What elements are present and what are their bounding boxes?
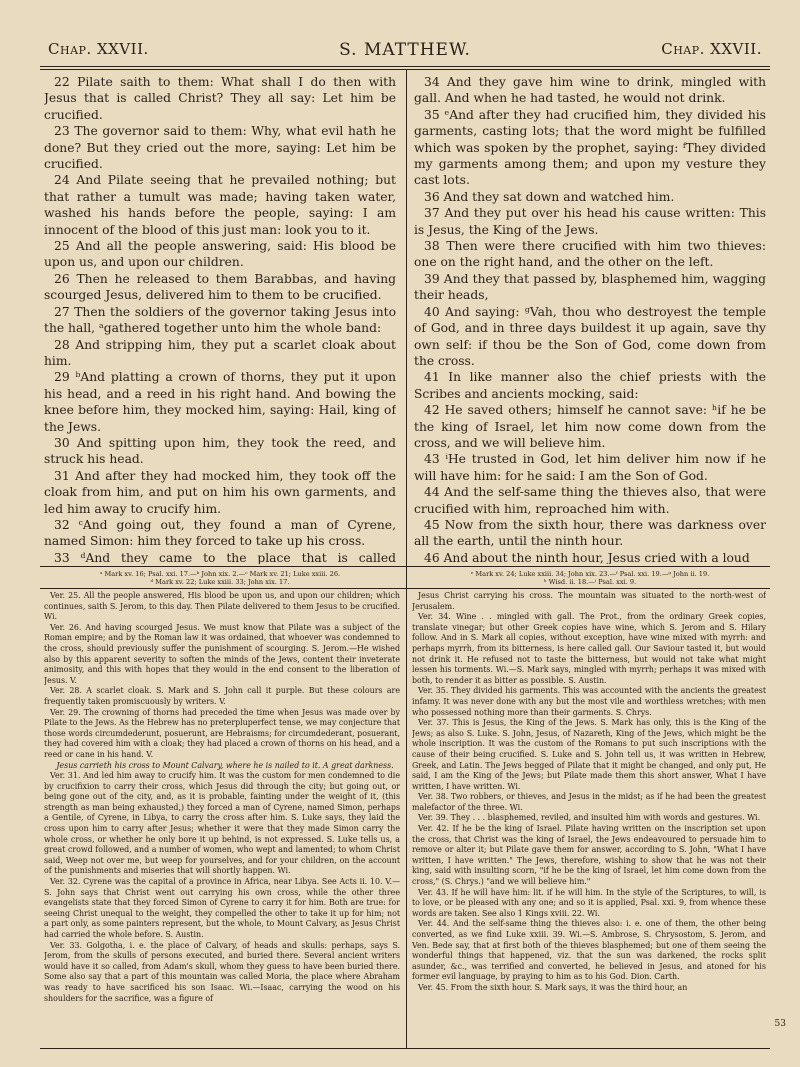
verse-refs-rule bbox=[40, 566, 770, 567]
cross-reference-line: ʰ Wisd. ii. 18.—ⁱ Psal. xxi. 9. bbox=[543, 578, 637, 587]
verse: 43 ⁱHe trusted in God, let him deliver him now if he will have him: for he said: I am the Son of God. bbox=[414, 452, 766, 483]
bible-page bbox=[40, 18, 770, 1050]
right-verse-column bbox=[414, 74, 766, 564]
commentary-note: Ver. 35. They divided his garments. This was accounted with the ancients the greatest infamy. It was never done with any but the most vile and worthless wretches; with men who possessed nothing more than their garments. S. Chrys. bbox=[412, 686, 766, 717]
cross-references-left bbox=[44, 570, 396, 587]
verse: 44 And the self-same thing the thieves also, that were crucified with him, reproached him with. bbox=[414, 485, 766, 516]
chapter-label-left: Chap. XXVII. bbox=[48, 40, 149, 58]
commentary-note: Ver. 28. A scarlet cloak. S. Mark and S. John call it purple. But these colours are frequently taken promiscuously by writers. V. bbox=[44, 686, 400, 706]
commentary-note: Ver. 45. From the sixth hour. S. Mark says, it was the third hour, an bbox=[418, 982, 688, 992]
commentary-note: Ver. 43. If he will have him: lit. if he will him. In the style of the Scriptures, to will, is to love, or be pleased with any one; and so it is applied, Psal. xxi. 9, from whence these words are taken. See also 1 Kings xviii. 22. Wi. bbox=[412, 887, 766, 918]
verse: 27 Then the soldiers of the governor taking Jesus into the hall, ᵃgathered together unto him the whole band: bbox=[44, 304, 396, 336]
header-rule bbox=[40, 66, 770, 67]
verse: 22 Pilate saith to them: What shall I do then with Jesus that is called Christ? They all say: Let him be crucified. bbox=[44, 75, 396, 122]
commentary-note: Ver. 42. If he be the king of Israel. Pilate having written on the inscription set upon the cross, that Christ was the king of Israel, the Jews endeavoured to persuade him to remove or alter it; but Pilate gave them for answer, according to S. John, "What I have written, I have written." The Jews, therefore, wishing to show that he was not their king, said with insulting scorn, "if he be the king of Israel, let him come down from the cross," (S. Chrys.) "and we will believe him." bbox=[412, 824, 766, 887]
commentary-note: Ver. 44. And the self-same thing the thieves also: i. e. one of them, the other being converted, as we find Luke xxiii. 39. Wi.—S. Ambrose, S. Chrysostom, S. Jerom, and Ven. Bede say, that at first both of the thieves blasphemed; but one of them seeing the wonderful things that happened, viz. that the sun was darkened, the rocks split asunder, &c., was terrified and converted, he believed in Jesus, and atoned for his former evil language, by praying to him as to his God. Dion. Carth. bbox=[412, 919, 766, 982]
verse: 23 The governor said to them: Why, what evil hath he done? But they cried out the more, saying: Let him be crucified. bbox=[44, 124, 396, 172]
chapter-label-right: Chap. XXVII. bbox=[661, 40, 762, 58]
verse: 31 And after they had mocked him, they took off the cloak from him, and put on him his own garments, and led him away to crucify him. bbox=[44, 468, 396, 516]
commentary-divider bbox=[406, 588, 407, 1048]
commentary-note: Ver. 29. The crowning of thorns had preceded the time when Jesus was made over by Pilate to the Jews. As the Hebrew has no preterpluperfect tense, we may conjecture that those words circumdederunt, posuerunt, are Hebraisms; for circumdederant, posuerant, they had covered him with a cloak; they had placed a crown of thorns on his head, and a reed or cane in his hand. V. bbox=[44, 707, 400, 759]
cross-reference-line: ᵃ Mark xv. 16; Psal. xxi. 17.—ᵇ John xix. 2.—ᶜ Mark xv. 21; Luke xxiii. 26. bbox=[99, 570, 341, 578]
commentary-note: Ver. 33. Golgotha, i. e. the place of Calvary, of heads and skulls: perhaps, says S. Jerom, from the skulls of persons executed, and buried there. Several ancient writers would have it so called, from Adam's skull, whom they guess to have been buried there. Some also say that a part of this mountain was called Moria, the place where Abraham was ready to have sacrificed his son Isaac. Wi.—Isaac, carrying the wood on his shoulders for the sacrifice, was a figure of bbox=[44, 940, 400, 1003]
verse: 25 And all the people answering, said: His blood be upon us, and upon our children. bbox=[44, 239, 396, 270]
cross-reference-line: ᵉ Mark xv. 24; Luke xxiii. 34; John xix. 23.—ᶠ Psal. xxi. 19.—ᵍ John ii. 19. bbox=[470, 570, 710, 578]
bottom-rule bbox=[40, 1048, 770, 1049]
cross-references-right bbox=[414, 570, 766, 587]
verse: 45 Now from the sixth hour, there was darkness over all the earth, until the ninth hour. bbox=[414, 517, 766, 549]
commentary-note: Ver. 25. All the people answered, His blood be upon us, and upon our children; which continues, saith S. Jerom, to this day. Then Pilate delivered to them Jesus to be crucified. Wi. bbox=[44, 591, 400, 622]
verse: 40 And saying: ᵍVah, thou who destroyest the temple of God, and in three days buildest it up again, save thy own self: if thou be the Son of God, come down from the cross. bbox=[414, 304, 766, 368]
page-number: 53 bbox=[774, 1019, 786, 1029]
commentary-note: Jesus Christ carrying his cross. The mountain was situated to the north-west of Jerusalem. bbox=[412, 591, 766, 611]
verse: 32 ᶜAnd going out, they found a man of Cyrene, named Simon: him they forced to take up his cross. bbox=[44, 517, 396, 549]
commentary-note: Ver. 37. This is Jesus, the King of the Jews. S. Mark has only, this is the King of the Jews; as also S. Luke. S. John, Jesus, of Nazareth, King of the Jews, which might be the whole inscription. It was the custom of the Romans to put such inscriptions with the cause of their being crucified. S. Luke and S. John tell us, it was written in Hebrew, Greek, and Latin. The Jews begged of Pilate that it might be changed, and only put, He said, I am the King of the Jews; but Pilate made them this short answer, What I have written, I have written. Wi. bbox=[412, 718, 766, 791]
page-header bbox=[40, 18, 770, 70]
commentary-note: Ver. 26. And having scourged Jesus. We must know that Pilate was a subject of the Roman empire; and by the Roman law it was ordained, that whoever was condemned to the cross, should previously suffer the punishment of scourging. S. Jerom.—He wished also by this apparent severity to soften the minds of the Jews, content their inveterate animosity, and this with hopes that they would in the end consent to the liberation of Jesus. V. bbox=[44, 622, 400, 685]
left-verse-column bbox=[44, 74, 396, 564]
verse: 38 Then were there crucified with him two thieves: one on the right hand, and the other on the left. bbox=[414, 239, 766, 270]
cross-reference-line: ᵈ Mark xv. 22; Luke xxiii. 33; John xix. 17. bbox=[150, 578, 290, 587]
verse: 41 In like manner also the chief priests with the Scribes and ancients mocking, said: bbox=[414, 370, 766, 401]
book-title: S. MATTHEW. bbox=[339, 40, 471, 60]
verse: 33 ᵈAnd they came to the place that is called bbox=[54, 550, 396, 564]
verse: 46 And about the ninth hour, Jesus cried with a loud bbox=[424, 550, 750, 564]
verse: 34 And they gave him wine to drink, mingled with gall. And when he had tasted, he would not drink. bbox=[414, 75, 766, 106]
commentary-heading: Jesus carrieth his cross to Mount Calvary, where he is nailed to it. A great darkness. bbox=[56, 760, 394, 770]
commentary-note: Ver. 31. And led him away to crucify him. It was the custom for men condemned to die by crucifixion to carry their cross, which Jesus did through the city; but going out, or being gone out of the city, and, as it is probable, fainting under the weight of it, (this strength as man being exhausted,) they forced a man of Cyrene, named Simon, perhaps a Gentile, of Cyrene, in Libya, to carry the cross after him. S. Luke says, they laid the cross upon him to carry after Jesus; whether it were that they made Simon carry the whole cross, or whether he only bore it up behind, is not expressed. S. Luke tells us, a great crowd followed, and a number of women, who wept and lamented; to whom Christ said, Weep not over me, but weep for yourselves, and for your children, on the account of the punishments and miseries that will shortly happen. Wi. bbox=[44, 771, 400, 876]
verse: 42 He saved others; himself he cannot save: ʰif he be the king of Israel, let him now come down from the cross, and we will believe him. bbox=[414, 403, 766, 450]
verse: 29 ᵇAnd platting a crown of thorns, they put it upon his head, and a reed in his right hand. And bowing the knee before him, they mocked him, saying: Hail, king of the Jews. bbox=[44, 370, 396, 434]
verse: 35 ᵉAnd after they had crucified him, they divided his garments, casting lots; that the word might be fulfilled which was spoken by the prophet, saying: ᶠThey divided my garments among them; and upon my vesture they cast lots. bbox=[414, 107, 766, 188]
verse: 39 And they that passed by, blasphemed him, wagging their heads, bbox=[414, 271, 766, 303]
column-divider bbox=[406, 70, 407, 588]
verse: 30 And spitting upon him, they took the reed, and struck his head. bbox=[44, 435, 396, 467]
commentary-note: Ver. 38. Two robbers, or thieves, and Jesus in the midst; as if he had been the greatest malefactor of the three. Wi. bbox=[412, 792, 766, 812]
commentary-rule bbox=[40, 588, 770, 589]
commentary-left bbox=[44, 591, 400, 1046]
verse: 36 And they sat down and watched him. bbox=[424, 189, 675, 204]
verse: 28 And stripping him, they put a scarlet cloak about him. bbox=[44, 337, 396, 368]
commentary-note: Ver. 34. Wine . . mingled with gall. The Prot., from the ordinary Greek copies, translate vinegar; but other Greek copies have wine, which S. Jerom and S. Hilary follow. And in S. Mark all copies, without exception, have wine mixed with myrrh: and perhaps myrrh, from its bitterness, is here called gall. Our Saviour tasted it, but would not drink it. He refused not to taste the bitterness, but would not take what might lessen his torments. Wi.—S. Mark says, mingled with myrrh; perhaps it was mixed with both, to render it as bitter as possible. S. Austin. bbox=[412, 612, 766, 685]
header-rule-double bbox=[40, 69, 770, 70]
verse: 26 Then he released to them Barabbas, and having scourged Jesus, delivered him to them to be crucified. bbox=[44, 271, 396, 303]
commentary-right bbox=[412, 591, 766, 1046]
verse: 24 And Pilate seeing that he prevailed nothing; but that rather a tumult was made; having taken water, washed his hands before the people, saying: I am innocent of the blood of this just man: look you to it. bbox=[44, 173, 396, 237]
commentary-note: Ver. 32. Cyrene was the capital of a province in Africa, near Libya. See Acts ii. 10. V.—S. John says that Christ went out carrying his own cross, while the other three evangelists state that they forced Simon of Cyrene to carry it for him. Both are true: for seeing Christ unequal to the weight, they compelled the other to take it up for him; not a part only, as some painters represent, but the whole, to Mount Calvary, as Jesus Christ had carried the whole before. S. Austin. bbox=[44, 877, 400, 939]
commentary-note: Ver. 39. They . . . blasphemed, reviled, and insulted him with words and gestures. Wi. bbox=[418, 813, 761, 823]
verse: 37 And they put over his head his cause written: This is Jesus, the King of the Jews. bbox=[414, 206, 766, 237]
